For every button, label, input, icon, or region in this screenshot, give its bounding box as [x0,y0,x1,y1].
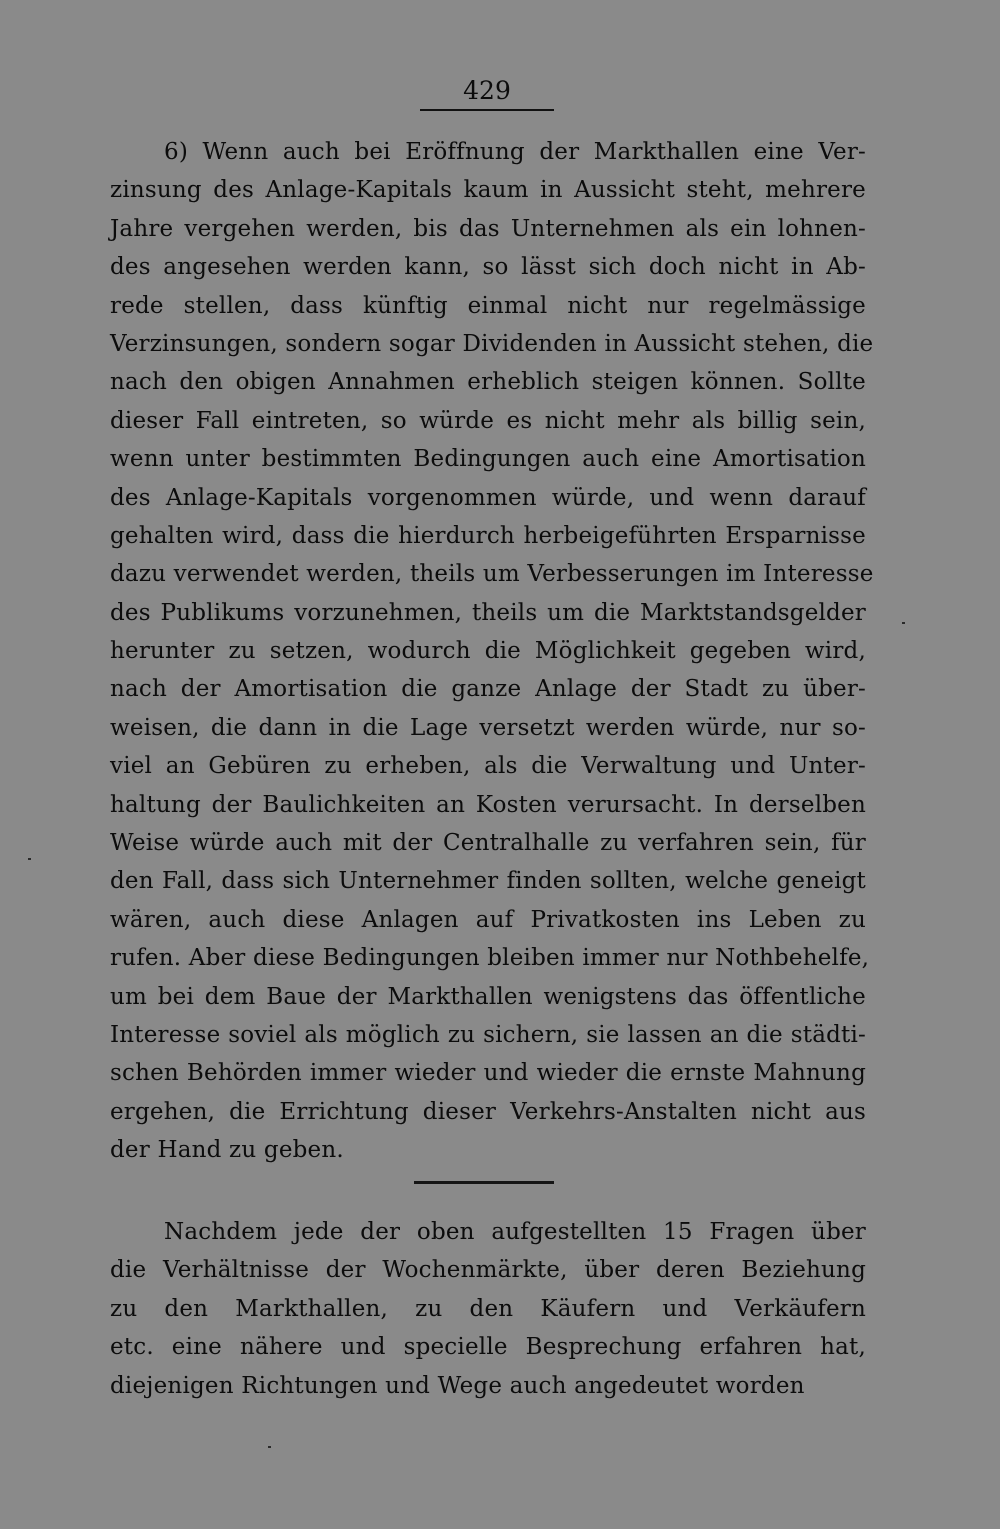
text-line: ergehen, die Errichtung dieser Verkehrs-Anstalten nicht aus [110,1098,866,1125]
text-line: diejenigen Richtungen und Wege auch angedeutet worden [110,1372,805,1399]
text-line: zu den Markthallen, zu den Käufern und Verkäufern [110,1295,866,1322]
text-line: rufen. Aber diese Bedingungen bleiben immer nur Nothbehelfe, [110,945,870,972]
text-line: zinsung des Anlage-Kapitals kaum in Aussicht steht, mehrere [110,177,866,204]
text-line: des Publikums vorzunehmen, theils um die Marktstandsgelder [110,599,866,626]
text-line: den Fall, dass sich Unternehmer finden sollten, welche geneigt [110,868,866,895]
scan-speck [28,858,31,860]
section-divider [414,1181,554,1184]
scan-speck [268,1446,271,1448]
page-number: 429 [463,76,511,105]
text-line: um bei dem Baue der Markthallen wenigstens das öffentliche [110,983,866,1010]
text-line: viel an Gebüren zu erheben, als die Verwaltung und Unter- [110,753,866,780]
text-line: wenn unter bestimmten Bedingungen auch eine Amortisation [110,446,866,473]
text-line: dazu verwendet werden, theils um Verbesserungen im Interesse [110,561,874,588]
text-line: Interesse soviel als möglich zu sichern, sie lassen an die städti- [110,1021,866,1048]
text-line: gehalten wird, dass die hierdurch herbeigeführten Ersparnisse [110,522,866,549]
scan-speck [902,622,905,624]
text-line: dieser Fall eintreten, so würde es nicht mehr als billig sein, [110,407,866,434]
text-line: etc. eine nähere und specielle Besprechung erfahren hat, [110,1334,866,1361]
text-line: 6) Wenn auch bei Eröffnung der Markthallen eine Ver- [164,139,866,165]
text-line: nach der Amortisation die ganze Anlage der Stadt zu über- [110,676,866,703]
text-line: schen Behörden immer wieder und wieder die ernste Mahnung [110,1060,866,1087]
text-line: die Verhältnisse der Wochenmärkte, über deren Beziehung [110,1257,866,1284]
text-line: Nachdem jede der oben aufgestellten 15 Fragen über [164,1219,866,1245]
text-line: weisen, die dann in die Lage versetzt werden würde, nur so- [110,714,866,741]
text-line: Jahre vergehen werden, bis das Unternehmen als ein lohnen- [110,215,866,242]
text-line: haltung der Baulichkeiten an Kosten verursacht. In derselben [110,791,866,818]
page-number-underline [420,109,554,111]
paragraph-point-6 [110,133,874,1170]
text-line: nach den obigen Annahmen erheblich steigen können. Sollte [110,369,866,396]
paragraph-conclusion [110,1213,866,1405]
text-line: Verzinsungen, sondern sogar Dividenden in Aussicht stehen, die [110,330,874,357]
text-line: wären, auch diese Anlagen auf Privatkosten ins Leben zu [110,906,866,933]
text-line: des Anlage-Kapitals vorgenommen würde, und wenn darauf [110,484,866,511]
text-line: der Hand zu geben. [110,1137,344,1164]
text-line: herunter zu setzen, wodurch die Möglichkeit gegeben wird, [110,638,866,665]
text-line: Weise würde auch mit der Centralhalle zu verfahren sein, für [110,830,866,857]
text-line: rede stellen, dass künftig einmal nicht nur regelmässige [110,292,866,319]
text-line: des angesehen werden kann, so lässt sich doch nicht in Ab- [110,254,866,281]
